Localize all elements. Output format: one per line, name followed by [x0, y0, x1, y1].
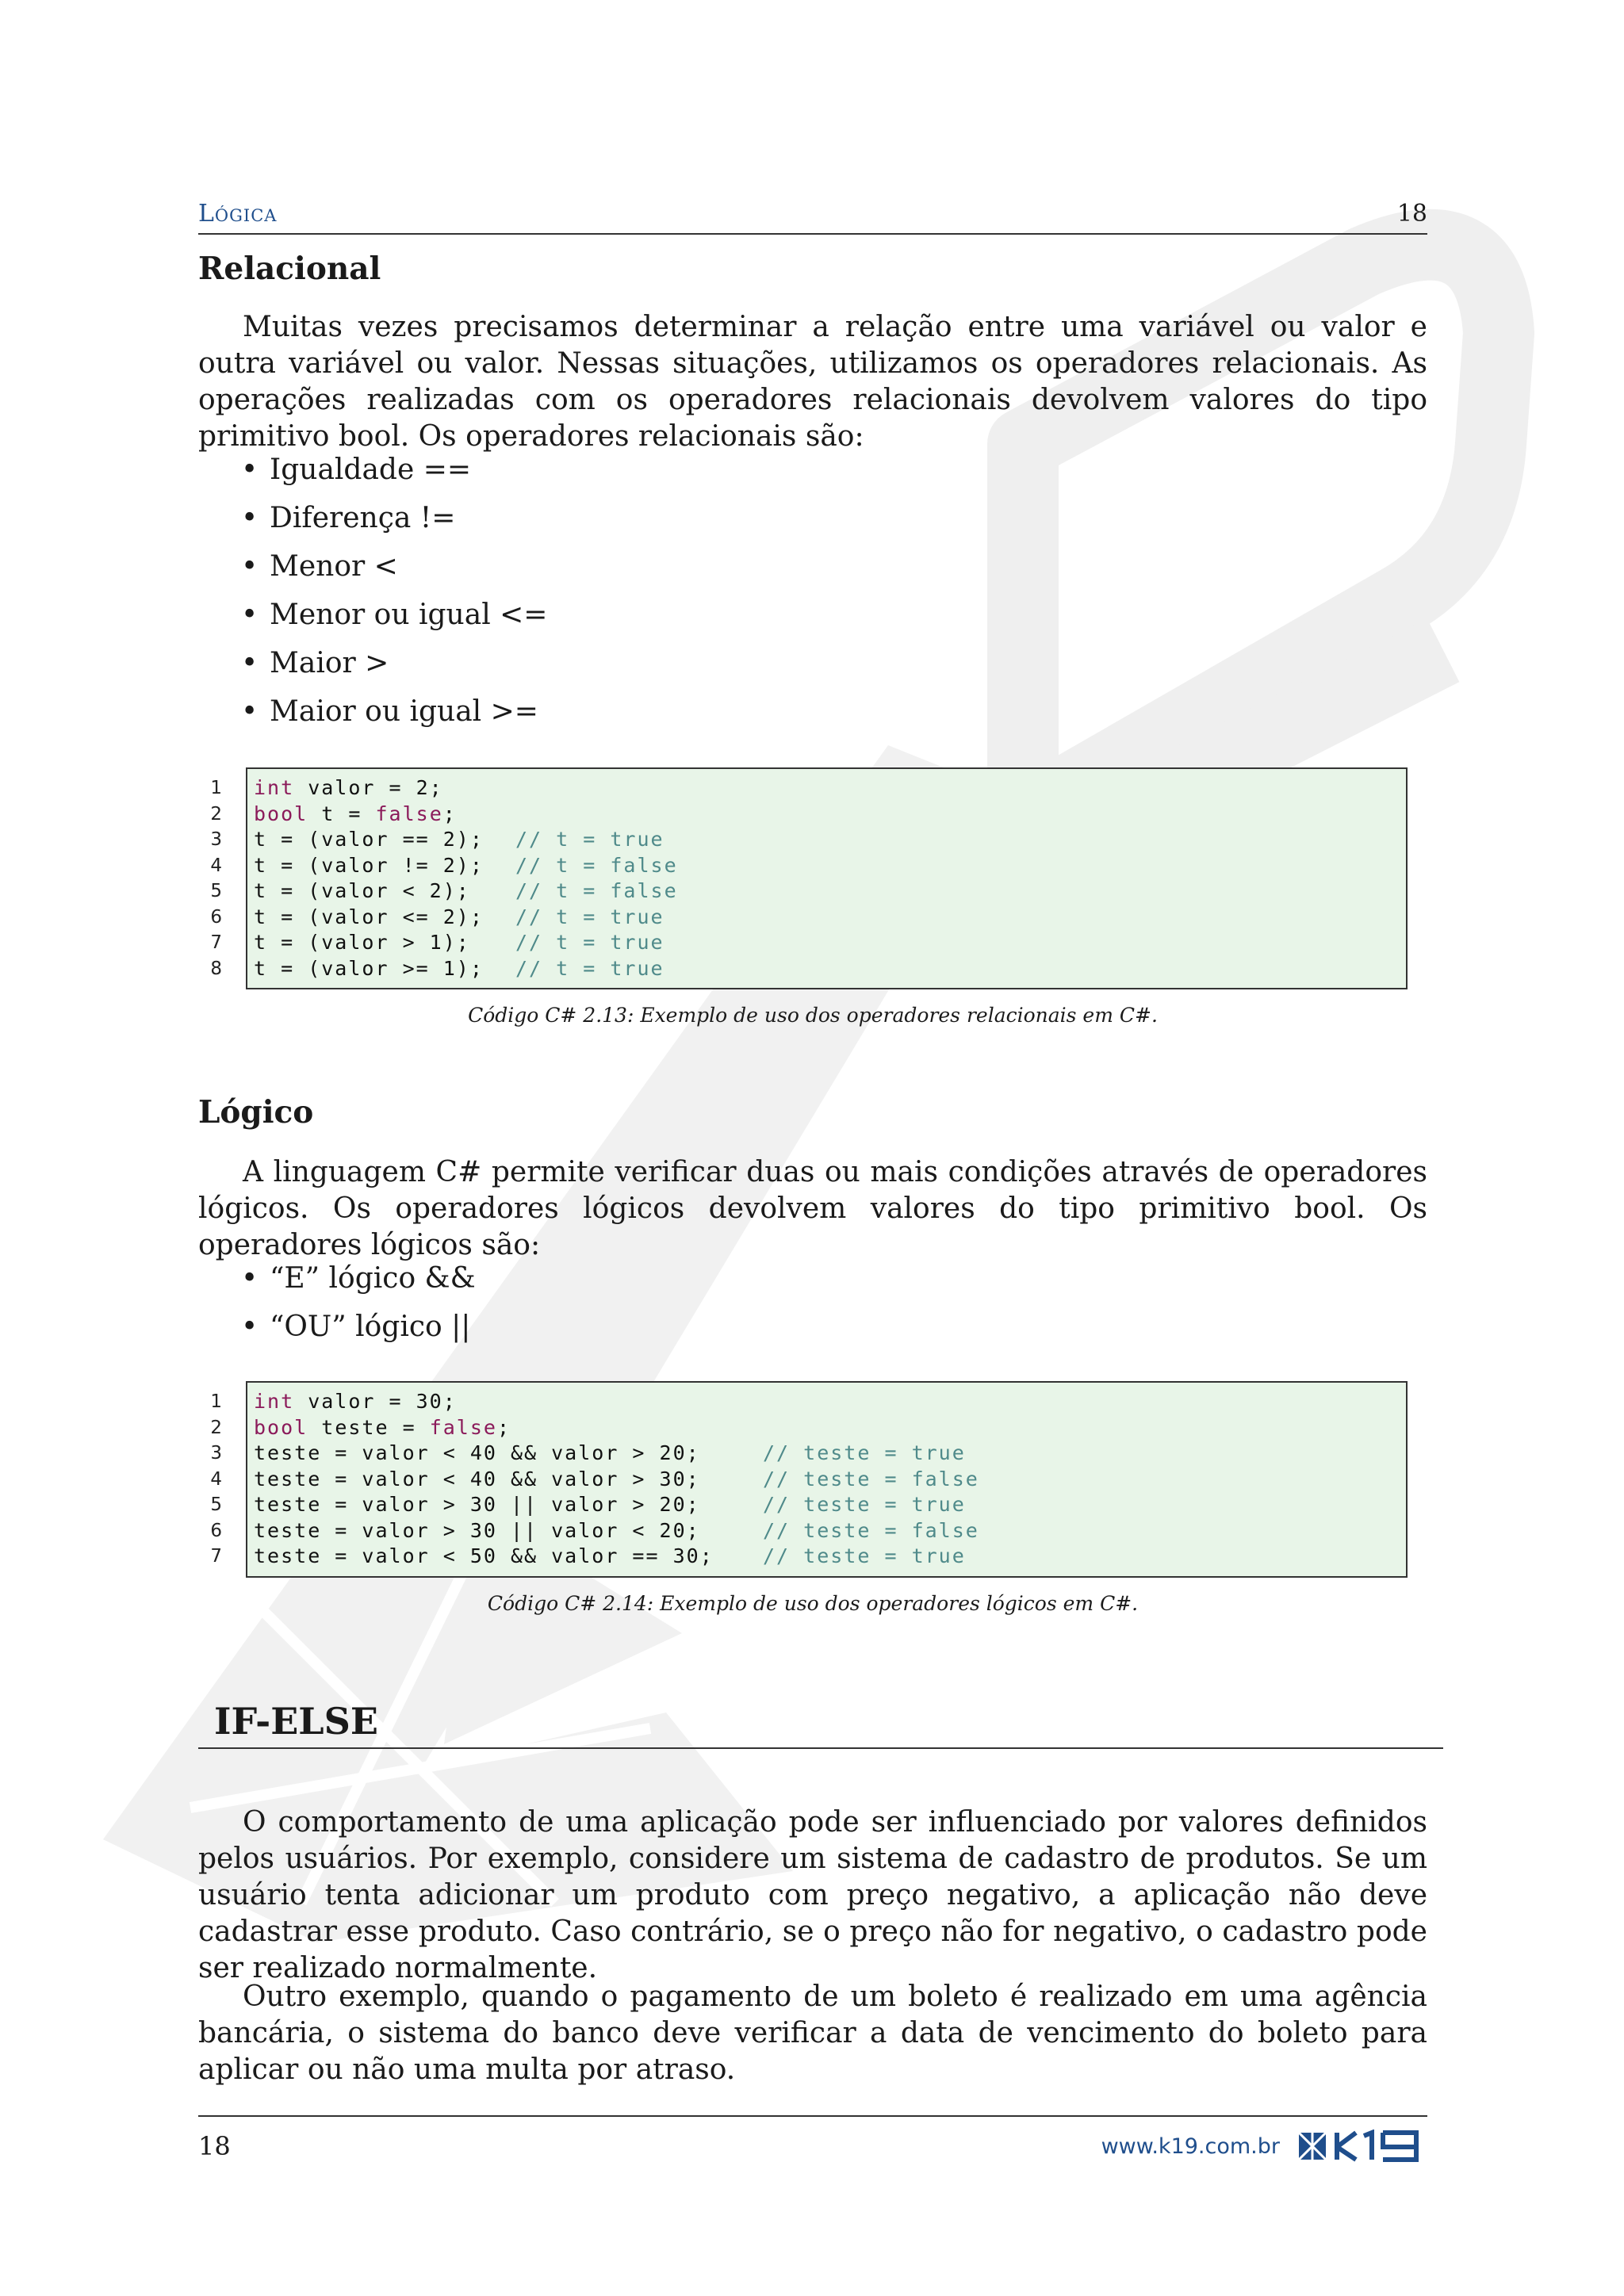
line-number: 7 — [210, 932, 222, 953]
bullet-item: • Igualdade == — [238, 452, 547, 500]
code-text: t = (valor < 2); — [254, 879, 470, 902]
relational-paragraph: Muitas vezes precisamos determinar a relação entre uma variável ou valor e outra variável ou valor. Nessas situações, utilizamos os operadores relacionais. As operações realizadas com os operadores relacionais devolvem valores do tipo primitivo bool. Os operadores relacionais são: — [198, 311, 1427, 453]
code-comment: // t = true — [515, 828, 665, 851]
code-line — [254, 1518, 1400, 1544]
line-number: 6 — [210, 906, 222, 928]
code-line — [254, 930, 1400, 956]
line-number: 4 — [210, 855, 222, 876]
line-number: 6 — [210, 1520, 222, 1541]
line-number: 3 — [210, 1443, 222, 1464]
code-keyword: int — [254, 776, 295, 799]
code-keyword: bool — [254, 1415, 308, 1439]
code-box — [246, 1381, 1408, 1578]
line-number: 1 — [210, 1391, 222, 1412]
code-text: t = — [308, 802, 376, 825]
code-comment: // teste = true — [763, 1544, 966, 1567]
bullet-item: • Diferença != — [238, 500, 547, 549]
code-text: t = (valor != 2); — [254, 853, 484, 877]
code-line — [254, 802, 1400, 828]
code-line — [254, 878, 1400, 905]
code-line — [254, 1415, 1400, 1441]
code-comment: // t = false — [515, 853, 678, 877]
k19-logo-icon — [1297, 2130, 1427, 2163]
line-number: 5 — [210, 1494, 222, 1515]
code-line — [254, 1441, 1400, 1467]
line-number: 5 — [210, 881, 222, 901]
footer-page-number: 18 — [198, 2131, 231, 2161]
code-line — [254, 1492, 1400, 1518]
logical-operator-list — [238, 1261, 476, 1357]
bullet-item: • Menor < — [238, 549, 547, 597]
bullet-item: • Menor ou igual <= — [238, 597, 547, 645]
logical-paragraph: A linguagem C# permite verificar duas ou mais condições através de operadores lógicos. Os operadores lógicos devolvem valores do tipo primitivo bool. Os operadores lógicos são: — [198, 1156, 1427, 1261]
code-text: t = (valor == 2); — [254, 828, 484, 851]
ifelse-paragraph-2: Outro exemplo, quando o pagamento de um boleto é realizado em uma agência bancária, o sistema do banco deve verificar a data de vencimento do boleto para aplicar ou não uma multa por atraso. — [198, 1980, 1427, 2086]
code-comment: // t = false — [515, 879, 678, 902]
code-keyword: int — [254, 1390, 295, 1413]
code-text: ; — [496, 1415, 511, 1439]
section-title-text: IF-ELSE — [214, 1700, 378, 1743]
code-text: teste = valor > 30 || valor > 20; — [254, 1493, 700, 1516]
ifelse-paragraph-1: O comportamento de uma aplicação pode ser influenciado por valores definidos pelos usuários. Por exemplo, considere um sistema de cadastro de produtos. Se um usuário tenta adicionar um produto com preço negativo, a aplicação não deve cadastrar esse produto. Caso contrário, se o preço não for negativo, o cadastro pode ser realizado normalmente. — [198, 1806, 1427, 1984]
code-keyword: bool — [254, 802, 308, 825]
line-number: 1 — [210, 778, 222, 798]
code-comment: // t = true — [515, 931, 665, 954]
code-text: t = (valor <= 2); — [254, 905, 484, 928]
relational-heading: Relacional — [198, 251, 381, 287]
code-line — [254, 1467, 1400, 1493]
code-line — [254, 1389, 1400, 1415]
code-caption-relational: Código C# 2.13: Exemplo de uso dos operadores relacionais em C#. — [468, 1004, 1158, 1027]
code-line — [254, 853, 1400, 879]
code-caption-logical: Código C# 2.14: Exemplo de uso dos operadores lógicos em C#. — [487, 1592, 1139, 1615]
bullet-item: • Maior > — [238, 645, 547, 694]
code-text: t = (valor > 1); — [254, 931, 470, 954]
code-text: valor = 2; — [294, 776, 443, 799]
code-box — [246, 767, 1408, 989]
bullet-item: • Maior ou igual >= — [238, 694, 547, 742]
code-comment: // t = true — [515, 905, 665, 928]
page-header — [198, 197, 1427, 235]
code-text: teste = valor < 50 && valor == 30; — [254, 1544, 714, 1567]
line-number: 7 — [210, 1546, 222, 1567]
section-title — [198, 1697, 1443, 1749]
logical-heading: Lógico — [198, 1094, 314, 1131]
code-comment: // t = true — [515, 956, 665, 980]
relational-operator-list — [238, 452, 547, 742]
code-block-logical — [198, 1381, 1411, 1573]
line-number: 3 — [210, 829, 222, 850]
line-number: 2 — [210, 803, 222, 825]
page-footer — [198, 2115, 1427, 2172]
code-text: teste = — [308, 1415, 430, 1439]
code-text: ; — [442, 802, 457, 825]
code-line — [254, 827, 1400, 853]
code-line — [254, 956, 1400, 982]
chapter-title: Lógica — [198, 200, 278, 228]
code-comment: // teste = true — [763, 1493, 966, 1516]
code-line — [254, 905, 1400, 931]
code-line — [254, 1544, 1400, 1570]
code-comment: // teste = false — [763, 1467, 979, 1490]
bullet-item: • “E” lógico && — [238, 1261, 476, 1309]
line-number: 2 — [210, 1417, 222, 1438]
code-block-relational — [198, 767, 1411, 985]
line-numbers — [198, 1389, 222, 1570]
code-text: teste = valor > 30 || valor < 20; — [254, 1518, 700, 1542]
code-comment: // teste = true — [763, 1441, 966, 1464]
code-keyword: false — [375, 802, 443, 825]
code-comment: // teste = false — [763, 1518, 979, 1542]
code-text: teste = valor < 40 && valor > 20; — [254, 1441, 700, 1464]
line-number: 8 — [210, 958, 222, 979]
line-numbers — [198, 775, 222, 982]
code-text: teste = valor < 40 && valor > 30; — [254, 1467, 700, 1490]
code-keyword: false — [429, 1415, 497, 1439]
line-number: 4 — [210, 1468, 222, 1490]
footer-url-link[interactable]: www.k19.com.br — [1101, 2134, 1280, 2159]
code-line — [254, 775, 1400, 802]
bullet-item: • “OU” lógico || — [238, 1309, 476, 1357]
code-text: valor = 30; — [294, 1390, 457, 1413]
code-text: t = (valor >= 1); — [254, 956, 484, 980]
header-page-number: 18 — [1396, 200, 1427, 228]
